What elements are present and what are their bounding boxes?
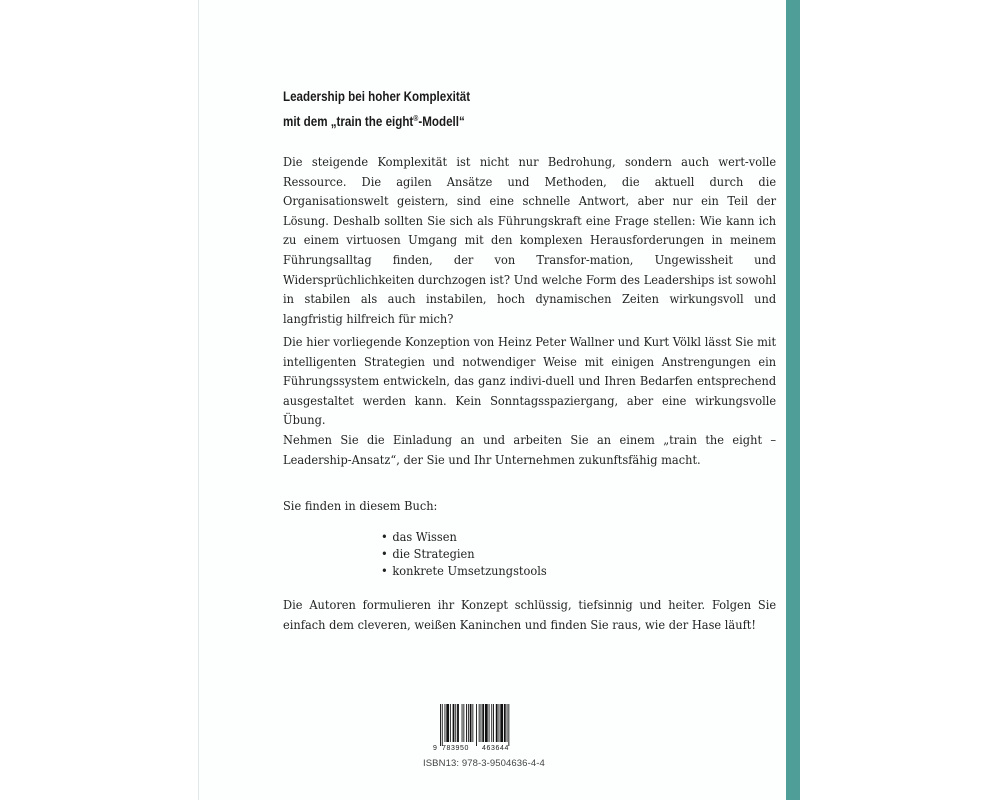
barcode-bar (504, 704, 506, 742)
isbn-barcode (432, 704, 524, 752)
paragraph-intro: Die steigende Komplexität ist nicht nur Bedrohung, sondern auch wert-volle Ressource. Die agilen Ansätze und Methoden, die aktuell durch die Organisationswelt geistern, sind eine schnelle Antwort, aber nur ein Teil der Lösung. Deshalb sollten Sie sich als Führungskraft eine Frage stellen: Wie kann ich zu einem virtuosen Umgang mit den komplexen Herausforderungen in meinem Führungsalltag finden, der von Transfor-mation, Ungewissheit und Widersprüchlichkeiten durchzogen ist? Und welche Form des Leaderships ist sowohl in stabilen als auch instabilen, hoch dynamischen Zeiten wirkungsvoll und langfristig hilfreich für mich? (283, 154, 777, 326)
paragraph-invitation: Nehmen Sie die Einladung an und arbeiten Sie an einem „train the eight – Leadership-Ansatz“, der Sie und Ihr Unternehmen zukunftsfähig macht. (283, 432, 777, 467)
barcode-digits-right: 463644 (482, 745, 509, 752)
barcode-bar (481, 704, 482, 742)
list-item: • konkrete Umsetzungstools (381, 562, 547, 579)
barcode-bar (445, 704, 446, 742)
barcode-bar (479, 704, 480, 742)
barcode-bar (499, 704, 500, 742)
barcode-bar (466, 704, 467, 742)
barcode-bar (491, 704, 492, 742)
barcode-bar (508, 704, 509, 746)
barcode-bar (442, 704, 443, 746)
title-line-2: mit dem „train the eight®-Modell“ (283, 114, 465, 129)
barcode-bar (440, 704, 441, 746)
barcode-bar (462, 704, 463, 742)
cover-title (283, 86, 661, 133)
contents-list (381, 528, 547, 579)
barcode-bar (463, 704, 464, 742)
barcode-bar (457, 704, 459, 742)
barcode-bar (470, 704, 472, 742)
barcode-bars (440, 704, 509, 746)
isbn-number: ISBN13: 978-3-9504636-4-4 (423, 758, 545, 769)
title-line-1: Leadership bei hoher Komplexität (283, 89, 471, 104)
barcode-bar (489, 704, 490, 742)
barcode-bar (450, 704, 451, 742)
barcode-bar (507, 704, 508, 742)
barcode-bar (500, 704, 503, 742)
barcode-bar (472, 704, 473, 742)
barcode-bar (482, 704, 484, 742)
barcode-digit-first: 9 (433, 745, 437, 752)
list-item: • das Wissen (381, 528, 547, 545)
barcode-bar (446, 704, 449, 742)
paragraph-contents-heading: Sie finden in diesem Buch: (283, 498, 438, 513)
barcode-bar (476, 704, 477, 746)
list-item: • die Strategien (381, 545, 547, 562)
barcode-bar (485, 704, 488, 742)
barcode-digits-left: 783950 (442, 745, 469, 752)
barcode-bar (493, 704, 494, 742)
book-spine-edge (786, 0, 800, 800)
barcode-bar (455, 704, 456, 742)
barcode-bar (468, 704, 469, 742)
barcode-bar (453, 704, 455, 742)
paragraph-concept: Die hier vorliegende Konzeption von Heinz Peter Wallner und Kurt Völkl lässt Sie mit intelligenten Strategien und notwendiger Weise mit einigen Anstrengungen ein Führungssystem entwickeln, das ganz indivi-duell und Ihren Bedarfen entsprechend ausgestaltet werden kann. Kein Sonntagsspaziergang, aber eine wirkungsvolle Übung. (283, 334, 777, 428)
paragraph-closing: Die Autoren formulieren ihr Konzept schlüssig, tiefsinnig und heiter. Folgen Sie einfach dem cleveren, weißen Kaninchen und finden Sie raus, wie der Hase läuft! (283, 597, 777, 632)
barcode-bar (496, 704, 498, 742)
